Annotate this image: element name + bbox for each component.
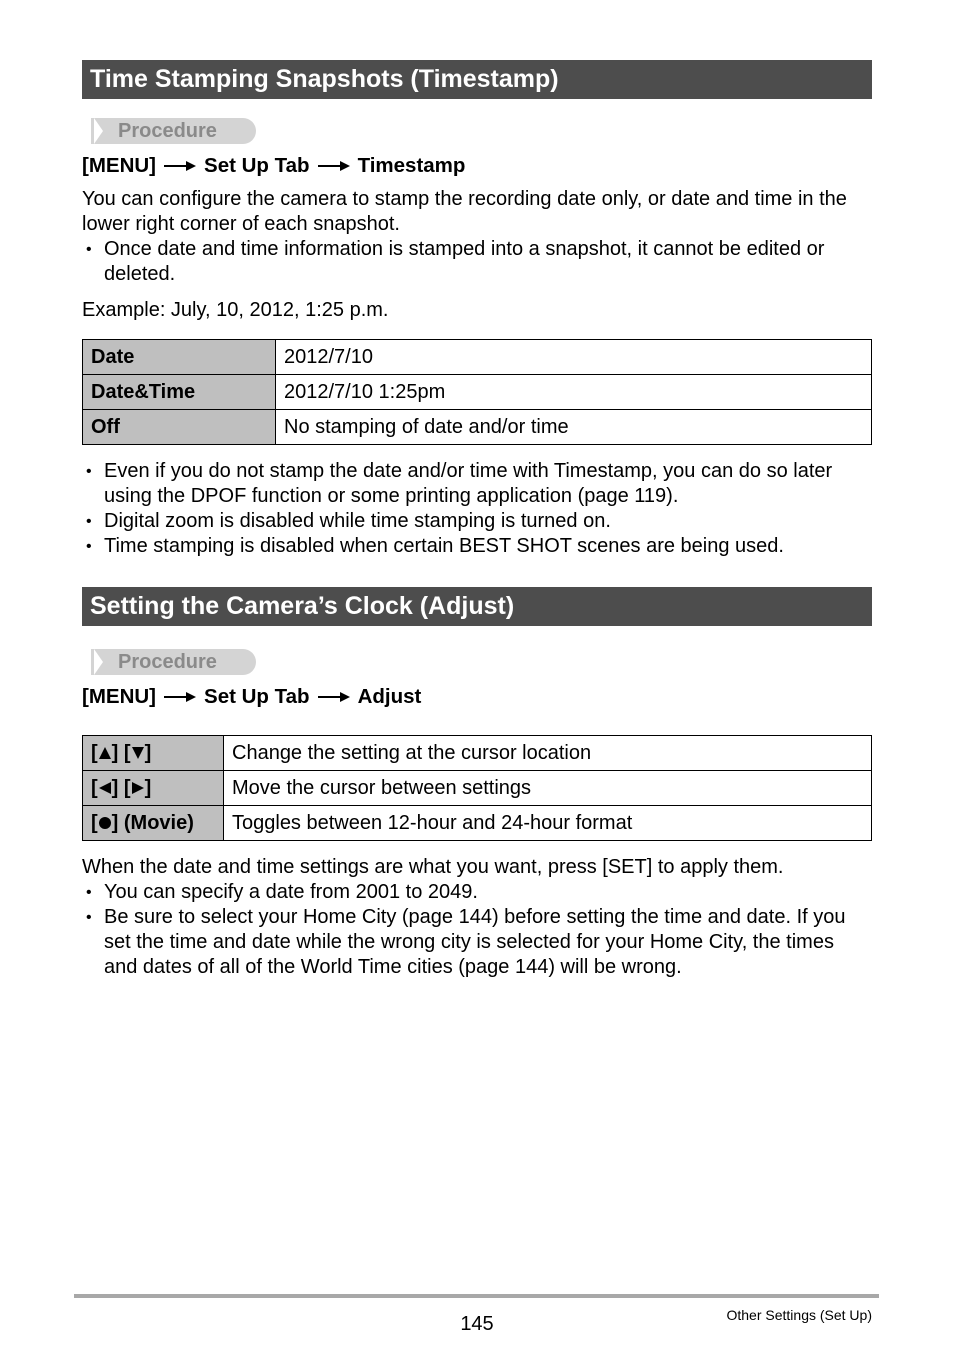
notes-list xyxy=(82,459,872,559)
menu-path-step: Set Up Tab xyxy=(204,154,310,177)
up-triangle-icon xyxy=(98,746,112,760)
menu-path-step: Set Up Tab xyxy=(204,685,310,708)
procedure-tag xyxy=(82,649,256,675)
section-heading-adjust: Setting the Camera’s Clock (Adjust) xyxy=(82,587,872,626)
right-arrow-icon xyxy=(318,692,350,702)
footer-divider xyxy=(74,1294,879,1298)
intro-paragraph: You can configure the camera to stamp the recording date only, or date and time in the lower right corner of each snapshot. xyxy=(82,188,847,235)
list-item: • You can specify a date from 2001 to 2049. xyxy=(82,880,872,905)
record-dot-icon xyxy=(98,816,112,830)
note-list xyxy=(82,237,872,287)
table-row xyxy=(83,375,872,410)
procedure-label: Procedure xyxy=(118,651,217,673)
page-number: 145 xyxy=(460,1313,494,1335)
control-key: [ ] (Movie) xyxy=(83,806,224,841)
timestamp-options-table xyxy=(82,339,872,445)
option-value: 2012/7/10 xyxy=(276,340,872,375)
down-triangle-icon xyxy=(131,746,145,760)
table-row xyxy=(83,806,872,841)
procedure-label: Procedure xyxy=(118,120,217,142)
right-arrow-icon xyxy=(318,161,350,171)
control-key: [ ] [ ] xyxy=(83,771,224,806)
section-heading-timestamp: Time Stamping Snapshots (Timestamp) xyxy=(82,60,872,99)
list-item: • Once date and time information is stamped into a snapshot, it cannot be edited or deleted. xyxy=(82,237,872,287)
option-value: 2012/7/10 1:25pm xyxy=(276,375,872,410)
menu-path-step: [MENU] xyxy=(82,154,157,177)
option-key: Date xyxy=(83,340,276,375)
menu-path-step: Adjust xyxy=(357,685,422,708)
control-value: Change the setting at the cursor location xyxy=(224,736,872,771)
option-key: Off xyxy=(83,410,276,445)
table-row xyxy=(83,771,872,806)
control-key-suffix: (Movie) xyxy=(123,811,194,834)
table-row xyxy=(83,340,872,375)
control-value: Move the cursor between settings xyxy=(224,771,872,806)
apply-instruction: When the date and time settings are what you want, press [SET] to apply them. xyxy=(82,856,784,878)
list-item: • Time stamping is disabled when certain BEST SHOT scenes are being used. xyxy=(82,534,872,559)
chevron-icon xyxy=(94,118,103,144)
table-row xyxy=(83,736,872,771)
chevron-icon xyxy=(94,649,103,675)
right-arrow-icon xyxy=(164,692,196,702)
right-triangle-icon xyxy=(131,781,145,795)
menu-path-step: [MENU] xyxy=(82,685,157,708)
right-arrow-icon xyxy=(164,161,196,171)
list-item: • Even if you do not stamp the date and/or time with Timestamp, you can do so later using the DPOF function or some printing application (page 119). xyxy=(82,459,872,509)
procedure-tag xyxy=(82,118,256,144)
control-value: Toggles between 12-hour and 24-hour format xyxy=(224,806,872,841)
adjust-controls-table xyxy=(82,735,872,841)
menu-path xyxy=(82,685,421,709)
footer-section-name: Other Settings (Set Up) xyxy=(726,1307,872,1323)
list-item: • Digital zoom is disabled while time stamping is turned on. xyxy=(82,509,872,534)
list-item: • Be sure to select your Home City (page 144) before setting the time and date. If you set the time and date while the wrong city is selected for your Home City, the times and dates of all of the World Time cities (page 144) will be wrong. xyxy=(82,905,872,980)
menu-path xyxy=(82,154,465,178)
option-value: No stamping of date and/or time xyxy=(276,410,872,445)
example-text: Example: July, 10, 2012, 1:25 p.m. xyxy=(82,299,389,321)
control-key: [ ] [ ] xyxy=(83,736,224,771)
menu-path-step: Timestamp xyxy=(357,154,466,177)
notes-list xyxy=(82,880,872,980)
table-row xyxy=(83,410,872,445)
option-key: Date&Time xyxy=(83,375,276,410)
left-triangle-icon xyxy=(98,781,112,795)
